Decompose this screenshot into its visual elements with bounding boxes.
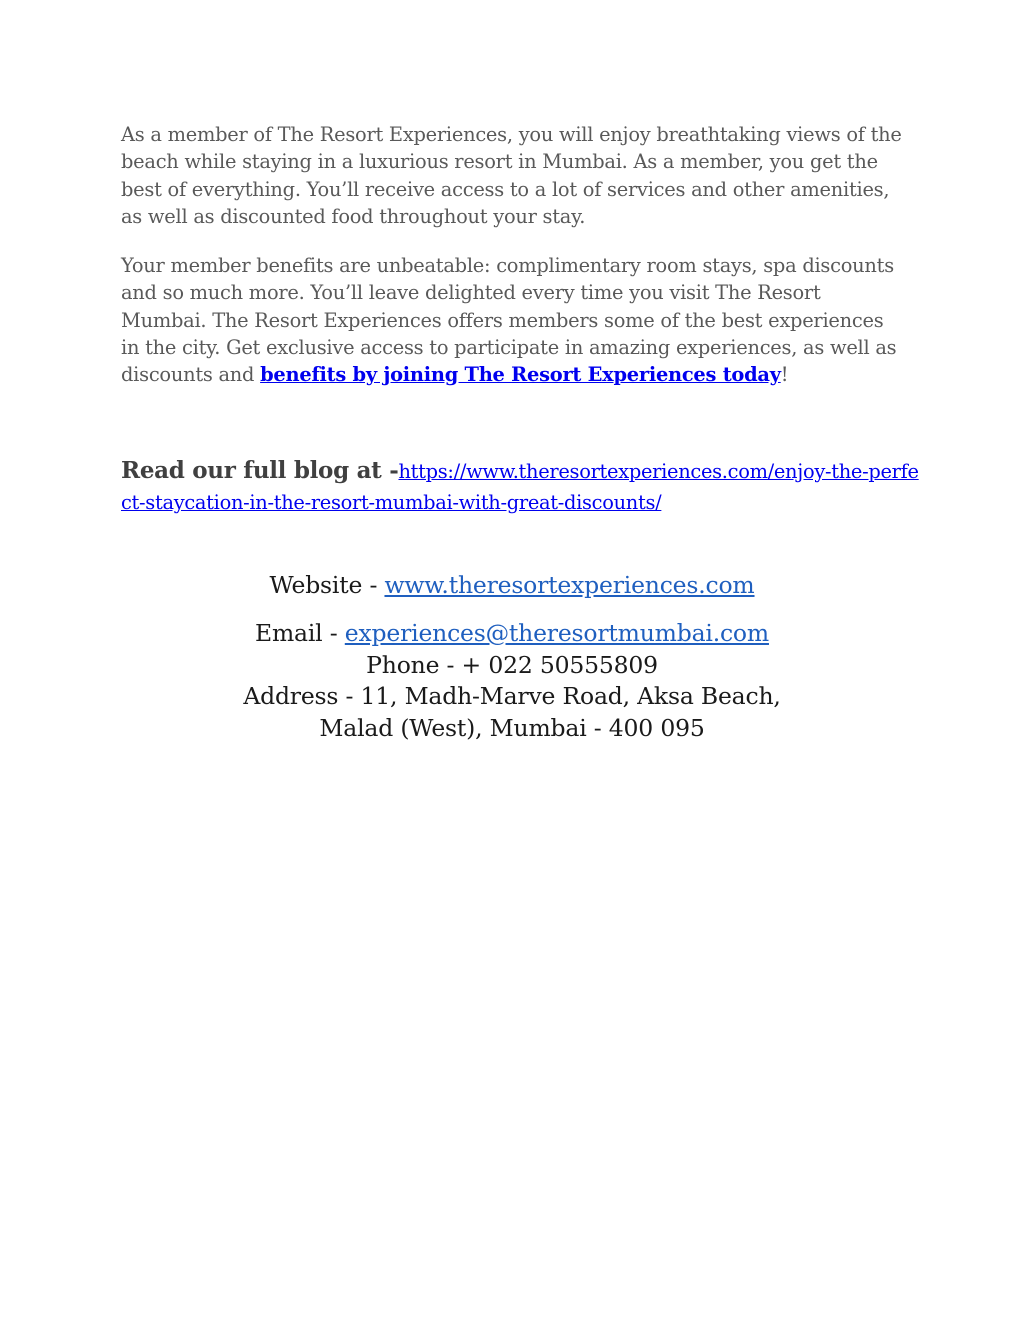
email-label: Email - bbox=[255, 619, 345, 647]
blog-lead: Read our full blog at - bbox=[121, 457, 399, 484]
blog-link[interactable]: https://www.theresortexperiences.com/enjoy-the-perfect-staycation-in-the-resort-mumbai-with-great-discounts/ bbox=[121, 460, 919, 514]
address-line-1: Address - 11, Madh-Marve Road, Aksa Beach, bbox=[243, 682, 781, 710]
benefits-paragraph bbox=[121, 252, 906, 388]
website-line bbox=[0, 571, 1024, 599]
benefits-text: Your member benefits are unbeatable: complimentary room stays, spa discounts and so much more. You’ll leave delighted every time you visit The Resort Mumbai. The Resort Experiences offers members some of the best experiences in the city. Get exclusive access to participate in amazing experiences, as well as discounts and bbox=[121, 254, 897, 387]
intro-paragraph: As a member of The Resort Experiences, you will enjoy breathtaking views of the beach while staying in a luxurious resort in Mumbai. As a member, you get the best of everything. You’ll receive access to a lot of services and other amenities, as well as discounted food throughout your stay. bbox=[121, 123, 902, 228]
benefits-end: ! bbox=[780, 363, 789, 387]
blog-reference bbox=[121, 456, 921, 519]
phone-line: Phone - + 022 50555809 bbox=[366, 651, 658, 679]
email-link[interactable]: experiences@theresortmumbai.com bbox=[344, 619, 769, 647]
benefits-link[interactable]: benefits by joining The Resort Experiences today bbox=[260, 363, 781, 387]
address-line-2: Malad (West), Mumbai - 400 095 bbox=[319, 714, 705, 742]
website-label: Website - bbox=[269, 571, 385, 599]
website-link[interactable]: www.theresortexperiences.com bbox=[384, 571, 755, 599]
email-line bbox=[0, 619, 1024, 647]
